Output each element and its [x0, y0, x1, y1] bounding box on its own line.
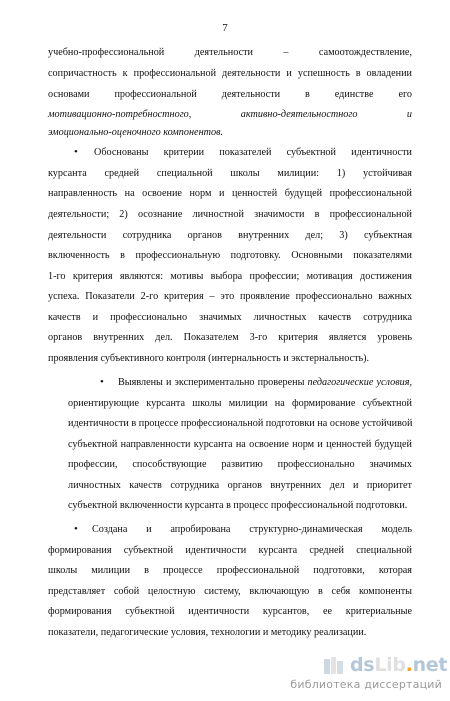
text-line: школы милиции в процессе профессиональной подготовки, которая [48, 565, 412, 576]
text-line: Создана и апробирована структурно-динамическая модель [92, 524, 412, 535]
text-line: включенность в профессиональную подготовку. Основными показателями [48, 250, 412, 261]
text-line: мотивационно-потребностного, активно-деятельностного и [48, 109, 412, 120]
dslib-watermark [282, 654, 448, 694]
text-line: профессии, способствующие развитию профессионально значимых [68, 459, 412, 470]
text-line: показатели, педагогические условия, технологии и методику реализации. [48, 627, 367, 638]
page-number: 7 [222, 22, 228, 34]
text-line: качеств и профессионально значимых личностных качеств сотрудника [48, 312, 412, 323]
text-line: субъектной направленности курсанта на освоение норм и ценностей будущей [68, 439, 412, 450]
text-line: субъектной включенности курсанта в процесс профессиональной подготовки. [68, 500, 408, 511]
text-line: личностных качеств сотрудника органов внутренних дел и приоритет [68, 480, 412, 491]
text-line: Выявлены и экспериментально проверены педагогические условия, [118, 377, 412, 388]
text-line: основами профессиональной деятельности в единстве его [48, 89, 412, 100]
text-line: ориентирующие курсанта школы милиции на формирование субъектной [68, 398, 412, 409]
bullet-marker: • [100, 376, 104, 388]
text-line: Обоснованы критерии показателей субъектной идентичности [94, 147, 412, 158]
text-line: эмоционально-оценочного компонентов. [48, 127, 224, 138]
text-line: деятельности; 2) осознание личностной значимости в профессиональной [48, 209, 412, 220]
watermark-logo: dsLib.net [350, 654, 448, 676]
text-line: формирования субъектной идентичности курсанта средней специальной [48, 545, 412, 556]
text-line: направленность на освоение норм и ценностей будущей профессиональной [48, 188, 412, 199]
text-line: 1-го критерия являются: мотивы выбора профессии; мотивация достижения [48, 271, 412, 282]
bullet-marker: • [74, 146, 78, 158]
text-line: проявления субъективного контроля (интернальность и экстернальность). [48, 353, 370, 364]
bullet-marker: • [74, 523, 78, 535]
text-line: органов внутренних дел. Показателем 3-го критерия является уровень [48, 332, 412, 343]
text-line: успеха. Показатели 2-го критерия – это проявление профессионально важных [48, 291, 412, 302]
watermark-subtitle: библиотека диссертаций [290, 678, 442, 691]
book-stack-icon [322, 656, 346, 676]
text-line: идентичности в процессе профессиональной подготовки на основе устойчивой [68, 418, 413, 429]
text-line: курсанта средней специальной школы милиции: 1) устойчивая [48, 168, 412, 179]
text-line: деятельности сотрудника органов внутренних дел; 3) субъектная [48, 230, 412, 241]
text-line: представляет собой целостную систему, включающую в себя компоненты [48, 586, 412, 597]
text-line: формирования субъектной идентичности курсантов, ее критериальные [48, 606, 412, 617]
text-line: учебно-профессиональной деятельности – самоотождествление, [48, 47, 412, 58]
text-line: сопричастность к профессиональной деятельности и успешность в овладении [48, 68, 412, 79]
